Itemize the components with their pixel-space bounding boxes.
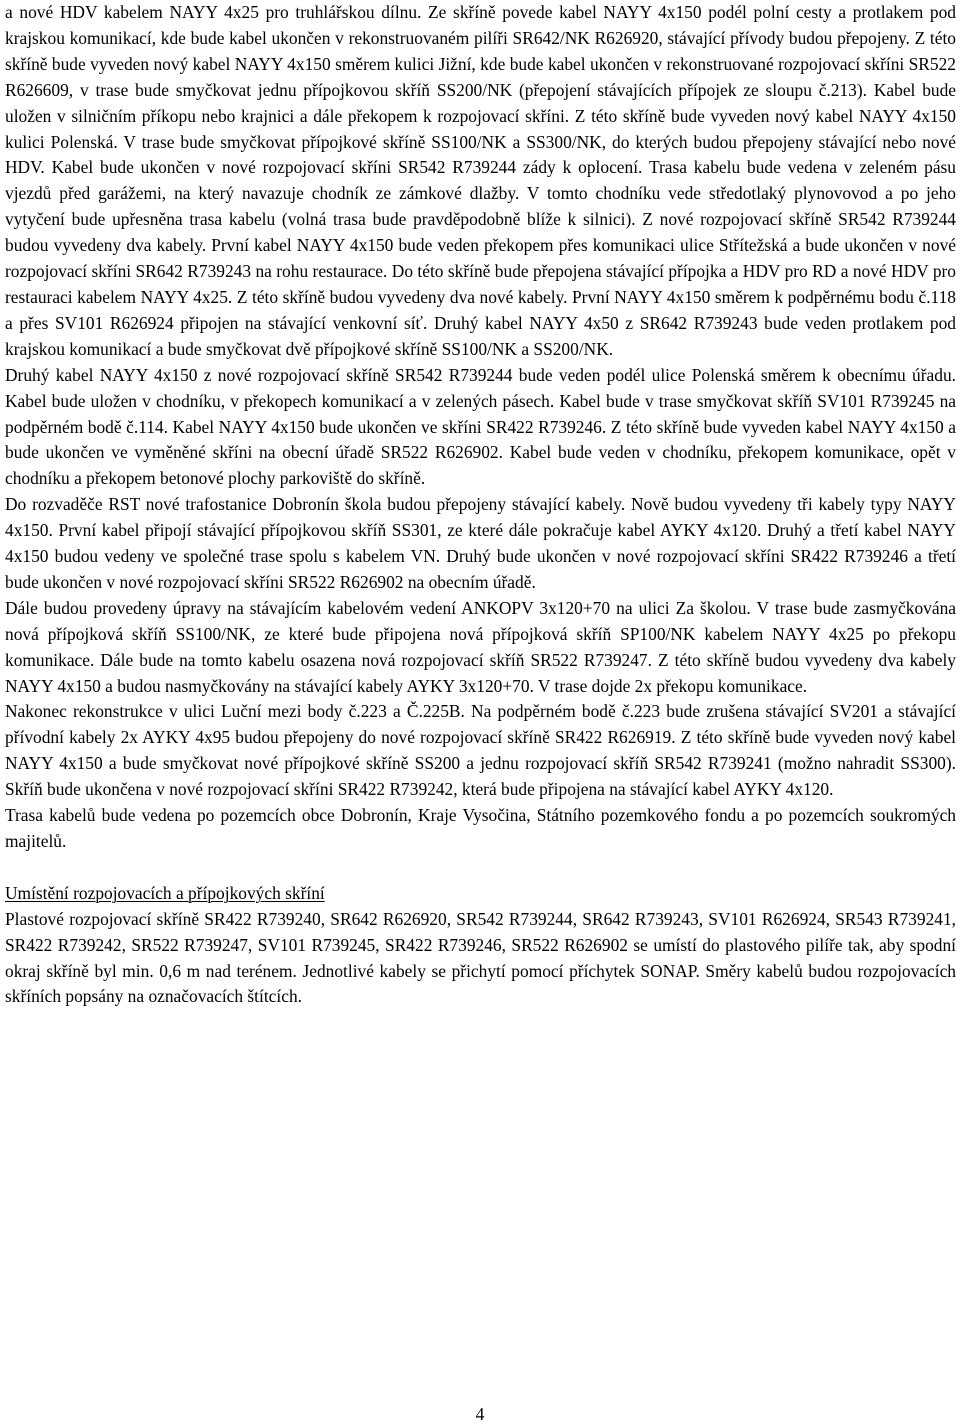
paragraph-spacer — [5, 855, 956, 881]
body-paragraph: Nakonec rekonstrukce v ulici Luční mezi body č.223 a Č.225B. Na podpěrném bodě č.223 bude zrušena stávající SV201 a stávající přívodní kabely 2x AYKY 4x95 budou přepojeny do nové rozpojovací skříně SR422 R626919. Z této skříně bude vyveden nový kabel NAYY 4x150 a bude smyčkovat nové přípojkové skříně SS200 a jednu rozpojovací skříň SR542 R739241 (možno nahradit SS300). Skříň bude ukončena v nové rozpojovací skříni SR422 R739242, která bude připojena na stávající kabel AYKY 4x120. — [5, 701, 956, 800]
body-paragraph: Druhý kabel NAYY 4x150 z nové rozpojovací skříně SR542 R739244 bude veden podél ulice Polenská směrem k obecnímu úřadu. Kabel bude uložen v chodníku, v překopech komunikací a v zelených pásech. Kabel bude v trase smyčkovat skříň SV101 R739245 na podpěrném bodě č.114. Kabel NAYY 4x150 bude ukončen ve skříni SR422 R739246. Z této skříně bude vyveden kabel NAYY 4x150 a bude ukončen ve vyměněné skříni na obecní úřadě SR522 R626902. Kabel bude veden v chodníku, překopem komunikace, opět v chodníku a překopem betonové plochy parkoviště do skříně. — [5, 364, 956, 489]
page-number: 4 — [475, 1404, 485, 1424]
section-paragraph: Plastové rozpojovací skříně SR422 R739240, SR642 R626920, SR542 R739244, SR642 R739243, SV101 R626924, SR543 R739241, SR422 R739242, SR522 R739247, SV101 R739245, SR422 R739246, SR522 R626902 se umístí do plastového pilíře tak, aby spodní okraj skříně byl min. 0,6 m nad terénem. Jednotlivé kabely se přichytí pomocí příchytek SONAP. Směry kabelů budou rozpojovacích skříních popsány na označovacích štítcích. — [5, 908, 956, 1007]
body-paragraph: Dále budou provedeny úpravy na stávajícím kabelovém vedení ANKOPV 3x120+70 na ulici Za školou. V trase bude zasmyčkována nová přípojková skříň SS100/NK, ze které bude připojena nová přípojková skříň SP100/NK kabelem NAYY 4x25 po překopu komunikace. Dále bude na tomto kabelu osazena nová rozpojovací skříň SR522 R739247. Z této skříně budou vyvedeny dva kabely NAYY 4x150 a budou nasmyčkovány na stávající kabely AYKY 3x120+70. V trase dojde 2x překopu komunikace. — [5, 597, 956, 696]
section-heading: Umístění rozpojovacích a přípojkových skříní — [5, 882, 325, 903]
body-paragraph: Trasa kabelů bude vedena po pozemcích obce Dobronín, Kraje Vysočina, Státního pozemkového fondu a po pozemcích soukromých majitelů. — [5, 805, 956, 851]
body-paragraph: Do rozvaděče RST nové trafostanice Dobronín škola budou přepojeny stávající kabely. Nově budou vyvedeny tři kabely typy NAYY 4x150. První kabel připojí stávající přípojkovou skříň SS301, ze které dále pokračuje kabel AYKY 4x120. Druhý a třetí kabel NAYY 4x150 budou vedeny ve společné trase spolu s kabelem VN. Druhý bude ukončen v nové rozpojovací skříni SR422 R739246 a třetí bude ukončen v nové rozpojovací skříni SR522 R626902 na obecním úřadě. — [5, 494, 956, 592]
body-paragraph: a nové HDV kabelem NAYY 4x25 pro truhlářskou dílnu. Ze skříně povede kabel NAYY 4x150 podél polní cesty a protlakem pod krajskou komunikací, kde bude kabel ukončen v rekonstruovaném pilíři SR642/NK R626920, stávající přívody budou přepojeny. Z této skříně bude vyveden nový kabel NAYY 4x150 směrem kulici Jižní, kde bude kabel ukončen v rekonstruované rozpojovací skříni SR522 R626609, v trase bude smyčkovat jednu přípojkovou skříň SS200/NK (přepojení stávajících přípojek ze sloupu č.213). Kabel bude uložen v silničním příkopu nebo krajnici a dále překopem k rozpojovací skříni. Z této skříně bude vyveden nový kabel NAYY 4x150 kulici Polenská. V trase bude smyčkovat přípojkové skříně SS100/NK a SS300/NK, do kterých budou přepojeny stávající nebo nové HDV. Kabel bude ukončen v nové rozpojovací skříni SR542 R739244 zády k oplocení. Trasa kabelu bude vedena v zeleném pásu vjezdů před garážemi, na který navazuje chodník ze zámkové dlažby. V tomto chodníku vede středotlaký plynovovod a po jeho vytyčení bude upřesněna trasa kabelu (volná trasa bude pravděpodobně blíže k silnici). Z nové rozpojovací skříně SR542 R739244 budou vyvedeny dva kabely. První kabel NAYY 4x150 bude veden překopem přes komunikaci ulice Střítežská a bude ukončen v nové rozpojovací skříni SR642 R739243 na rohu restaurace. Do této skříně bude přepojena stávající přípojka a HDV pro RD a nové HDV pro restauraci kabelem NAYY 4x25. Z této skříně budou vyvedeny dva nové kabely. První NAYY 4x150 směrem k podpěrnému bodu č.118 a přes SV101 R626924 připojen na stávající venkovní síť. Druhý kabel NAYY 4x50 z SR642 R739243 bude veden protlakem pod krajskou komunikací a bude smyčkovat dvě přípojkové skříně SS100/NK a SS200/NK. — [5, 2, 956, 359]
document-page — [5, 0, 956, 1010]
